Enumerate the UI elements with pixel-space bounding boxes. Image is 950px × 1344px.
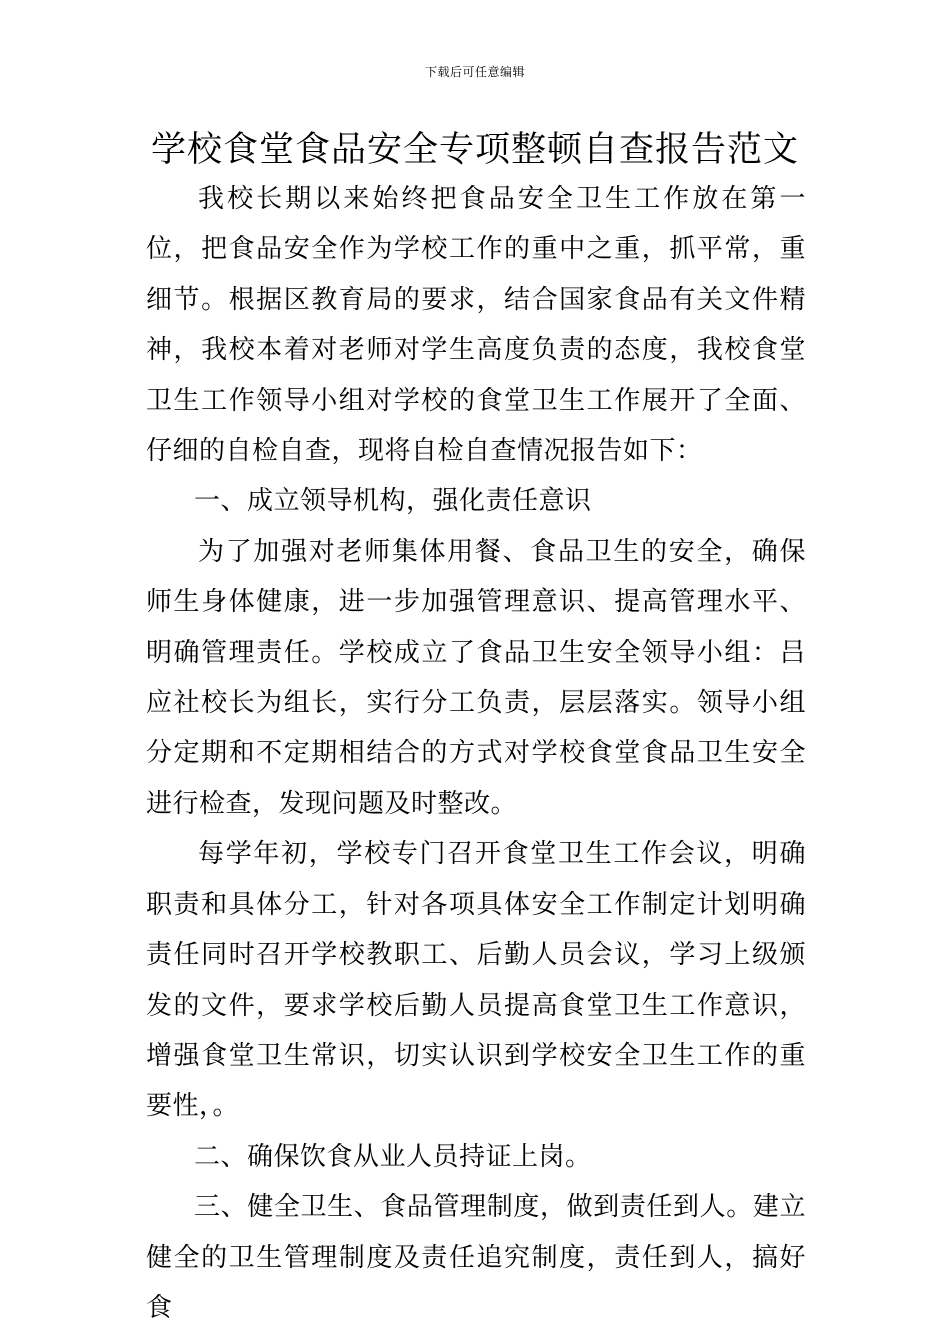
document-title: 学校食堂食品安全专项整顿自查报告范文 xyxy=(150,130,799,170)
section-heading-3: 三、健全卫生、食品管理制度，做到责任到人。建立健全的卫生管理制度及责任追究制度，责任到人，搞好食 xyxy=(146,1192,806,1323)
paragraph-intro: 我校长期以来始终把食品安全卫生工作放在第一位，把食品安全作为学校工作的重中之重，抓平常，重细节。根据区教育局的要求，结合国家食品有关文件精神，我校本着对老师对学生高度负责的态度，我校食堂卫生工作领导小组对学校的食堂卫生工作展开了全面、仔细的自检自查，现将自检自查情况报告如下： xyxy=(146,184,806,467)
document-body xyxy=(146,174,806,1333)
paragraph-annual-meeting: 每学年初，学校专门召开食堂卫生工作会议，明确职责和具体分工，针对各项具体安全工作制定计划明确责任同时召开学校教职工、后勤人员会议，学习上级颁发的文件，要求学校后勤人员提高食堂卫生工作意识，增强食堂卫生常识，切实认识到学校安全卫生工作的重要性，。 xyxy=(146,839,806,1122)
paragraph-leadership: 为了加强对老师集体用餐、食品卫生的安全，确保师生身体健康，进一步加强管理意识、提高管理水平、明确管理责任。学校成立了食品卫生安全领导小组：吕应社校长为组长，实行分工负责，层层落实。领导小组分定期和不定期相结合的方式对学校食堂食品卫生安全进行检查，发现问题及时整改。 xyxy=(146,536,806,819)
section-heading-1: 一、成立领导机构，强化责任意识 xyxy=(194,486,592,517)
header-note: 下载后可任意编辑 xyxy=(424,65,525,79)
section-heading-2: 二、确保饮食从业人员持证上岗。 xyxy=(194,1141,592,1172)
